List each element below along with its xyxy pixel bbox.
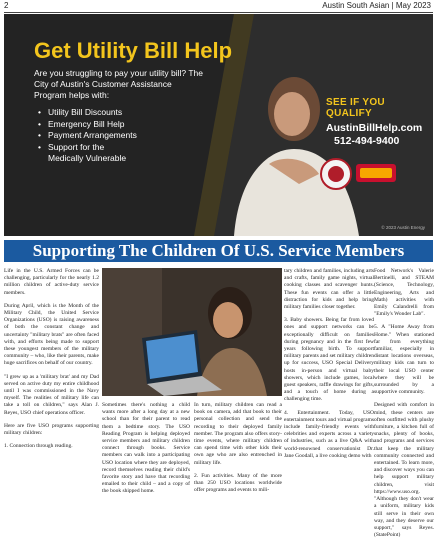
page-header [0, 0, 437, 14]
child-with-laptop-image [102, 268, 282, 396]
paragraph: Life in the U.S. Armed Forces can be challenging, particularly for the nearly 1.2 million children of active-duty service members. [4, 268, 99, 296]
paragraph: 4. Entertainment. Today, USO entertainment tours and virtual programs include family-friendly events with celebrities and experts across a variety of industries, such as a live Q&A with world-renowned conservationist Dr. Jane Goodall, a live cooking demo with [284, 409, 374, 459]
paragraph: 3. Baby showers. Being far from loved ones and support networks can be exceptionally difficult on families during pregnancy and in the first few years following birth. To support military parents and set military children up for success, USO Special Delivery hosts in-person and virtual baby showers, which include games, local guest speakers, raffle drawings for gifts, and a touch of home during a challenging time. [284, 317, 374, 403]
list-item: • Support for the Medically Vulnerable [38, 142, 138, 165]
utility-bill-advertisement [4, 14, 433, 236]
paragraph: "I grew up as a 'military brat' and my Dad served on active duty my entire childhood until I was commissioned in the Navy myself. The realities of military life can take a toll on children," says Alan J. Reyes, USO chief operations officer. [4, 373, 99, 416]
austin-energy-logo [356, 164, 396, 182]
ad-website[interactable]: AustinBillHelp.com [326, 122, 423, 134]
paragraph: 5. A "Home Away from Home." When stationed far from everything familiar, especially in distant locations overseas, military kids can turn to their local USO center where they will be surrounded by a supportive community. [374, 324, 434, 396]
page-number: 2 [4, 1, 9, 10]
assistance-list [38, 107, 138, 165]
article-column-4 [284, 268, 374, 466]
headline-banner [4, 240, 433, 262]
ad-title: Get Utility Bill Help [34, 38, 233, 63]
paragraph: 1. Connection through reading. [4, 443, 73, 450]
paragraph: During April, which is the Month of the Military Child, the United Service Organizations (USO) is raising awareness of both the constant change and uncertainty "military brats" are often faced with, and efforts being made to support these youngest members of the military community – who, like their parents, make huge sacrifices on behalf of our country. [4, 302, 99, 367]
article-column-5 [374, 268, 434, 545]
paragraph: Sometimes there's nothing a child wants more after a long day at a new school than for their parent to read them a bedtime story. The USO Reading Program is helping deployed service members and military children connect through books. Service members can walk into a participating USO location where they are deployed, record themselves reading their child's favorite story and have that recording emailed to their child – and a copy of the book shipped home. [102, 402, 190, 495]
article-column-3 [194, 402, 282, 500]
paragraph: tary children and families, including arts and crafts, family game nights, virtual cooking classes and scavenger hunts. These fun events can offer a little distraction for kids and help bring military families closer together. [284, 268, 374, 311]
article-column-2 [102, 402, 190, 502]
paragraph: In turn, military children can read a book on camera, add that book to their personal collection and send the recording to their deployed family member. The program also offers story-time events, where military children can spend time with other kids their own age who are also entrenched in military life. [194, 402, 282, 466]
header-rule [4, 12, 433, 13]
article-column-1 [4, 268, 99, 456]
ad-phone: 512-494-9400 [334, 135, 400, 147]
paragraph: Here are five USO programs supporting military children: [4, 422, 99, 437]
paragraph: Designed with comfort in mind, these centers are often outfitted with plushy furniture, a kitchen full of snacks, plenty of books, and programs and services that keep the military community connected and entertained. To learn more, and discover ways you can help support military children, visit https://www.uso.org. "Although they don't wear a uniform, military kids still serve in their own way, and they deserve our support," says Reyes. (StatePoint) [374, 402, 434, 539]
ad-subtitle: Are you struggling to pay your utility bill? The City of Austin's Customer Assistance Program helps with: [34, 68, 203, 100]
paragraph: 2. Fun activities. Many of the more than 250 USO locations worldwide offer programs and events to mili- [194, 472, 282, 494]
article-photo [102, 268, 282, 396]
qualify-callout: SEE IF YOU QUALIFY [326, 97, 385, 119]
paragraph: Food Network's Valerie Bertinelli, and STEAM (Science, Technology, Engineering, Arts and Math) activities with Emily Calandrelli from "Emily's Wonder Lab". [374, 268, 434, 318]
list-item: • Utility Bill Discounts [38, 107, 138, 119]
article-headline: Supporting The Children Of U.S. Service Members [32, 241, 405, 260]
publication-info: Austin South Asian | May 2023 [322, 1, 431, 10]
list-item: • Emergency Bill Help [38, 119, 138, 131]
list-item: • Payment Arrangements [38, 130, 138, 142]
city-seal-logo [320, 158, 352, 190]
ad-copyright: © 2023 Austin Energy [381, 225, 425, 230]
